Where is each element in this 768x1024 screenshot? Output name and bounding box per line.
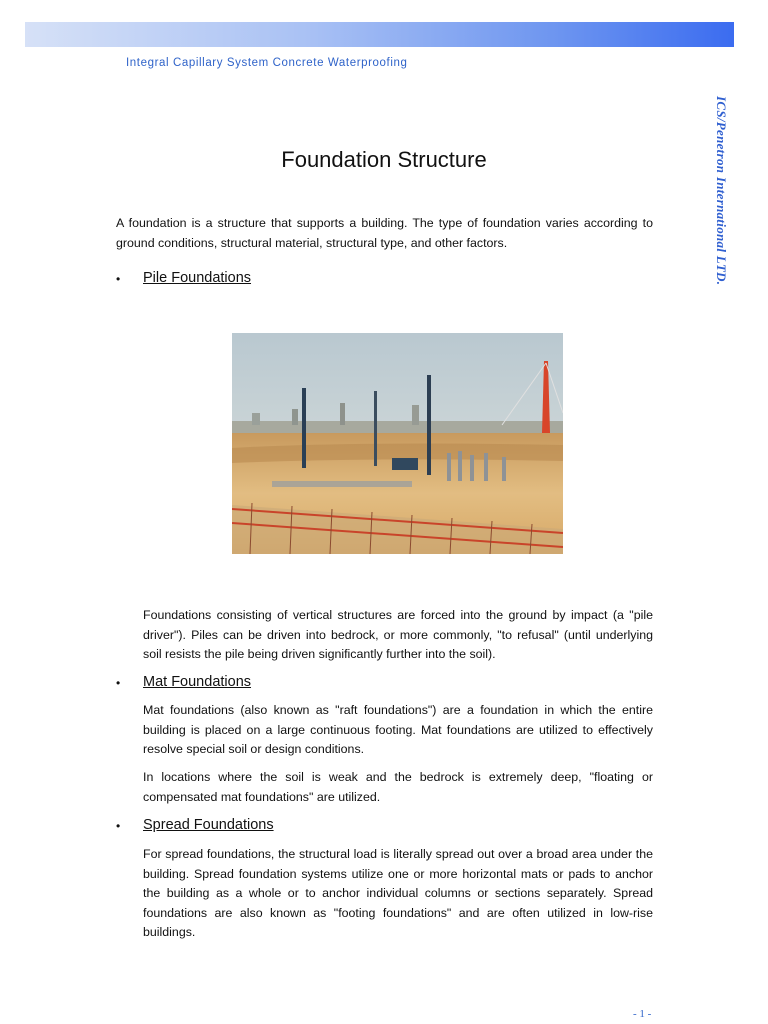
- bullet-icon: •: [116, 676, 121, 690]
- bullet-icon: •: [116, 272, 121, 286]
- spread-foundations-paragraph: For spread foundations, the structural load is literally spread out over a broad area under the building. Spread foundation systems utilize one or more horizontal mats or pads to anchor the building as a whole or to anchor individual columns or sections separately. Spread foundations are also known as "footing foundations" and are often utilized in low-rise buildings.: [143, 847, 653, 940]
- section-heading: Mat Foundations: [143, 674, 252, 690]
- pile-foundations-paragraph: Foundations consisting of vertical structures are forced into the ground by impact (a "pile driver"). Piles can be driven into bedrock, or more commonly, "to refusal" (until underlying soil resists the pile being driven significantly further into the soil).: [143, 608, 653, 662]
- header-gradient-bar: [25, 22, 734, 47]
- side-brand-text: ICS/Penetron International LTD.: [714, 96, 729, 286]
- construction-site-photo: [232, 333, 563, 554]
- bullet-icon: •: [116, 819, 121, 833]
- header-subtitle: Integral Capillary System Concrete Waterproofing: [126, 57, 408, 69]
- mat-foundations-paragraph-1: Mat foundations (also known as "raft foundations") are a foundation in which the entire building is placed on a large continuous footing. Mat foundations are utilized to effectively resolve special soil or design conditions.: [143, 703, 653, 757]
- page-title: Foundation Structure: [281, 147, 487, 172]
- mat-foundations-paragraph-2: In locations where the soil is weak and the bedrock is extremely deep, "floating or compensated mat foundations" are utilized.: [143, 770, 653, 804]
- section-heading: Pile Foundations: [143, 270, 252, 286]
- section-heading: Spread Foundations: [143, 817, 274, 833]
- page-number: - 1 -: [633, 1008, 652, 1020]
- intro-paragraph: A foundation is a structure that supports a building. The type of foundation varies according to ground conditions, structural material, structural type, and other factors.: [116, 216, 653, 250]
